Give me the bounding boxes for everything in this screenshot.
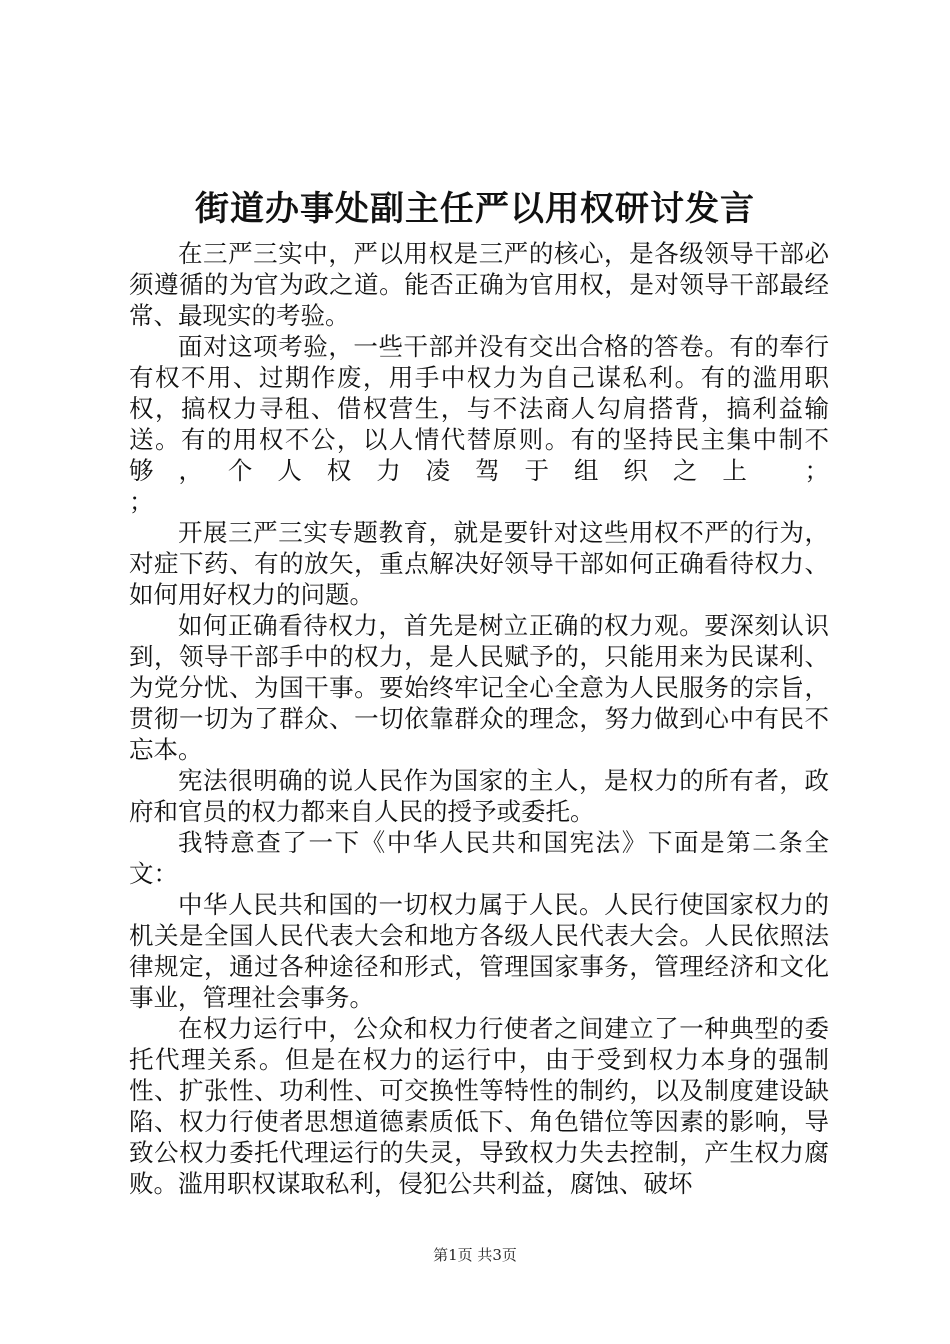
paragraph: 中华人民共和国的一切权力属于人民。人民行使国家权力的机关是全国人民代表大会和地方各级人民代表大会。人民依照法律规定，通过各种途径和形式，管理国家事务，管理经济和文化事业，管理社会事务。 <box>129 890 829 1012</box>
document-body <box>129 238 829 1199</box>
paragraph: 宪法很明确的说人民作为国家的主人，是权力的所有者，政府和官员的权力都来自人民的授予或委托。 <box>129 766 829 826</box>
paragraph: ； <box>129 487 154 516</box>
paragraph: 面对这项考验，一些干部并没有交出合格的答卷。有的奉行有权不用、过期作废，用手中权力为自己谋私利。有的滥用职权，搞权力寻租、借权营生，与不法商人勾肩搭背，搞利益输送。有的用权不公，以人情代替原则。有的坚持民主集中制不够，个人权力凌驾于组织之上 ； <box>129 332 829 485</box>
document-title: 街道办事处副主任严以用权研讨发言 <box>195 189 755 229</box>
page-footer: 第1页 共3页 <box>433 1246 517 1264</box>
paragraph: 我特意查了一下《中华人民共和国宪法》下面是第二条全文： <box>129 828 829 888</box>
paragraph: 在权力运行中，公众和权力行使者之间建立了一种典型的委托代理关系。但是在权力的运行中，由于受到权力本身的强制性、扩张性、功利性、可交换性等特性的制约，以及制度建设缺陷、权力行使者思想道德素质低下、角色错位等因素的影响，导致公权力委托代理运行的失灵，导致权力失去控制，产生权力腐败。滥用职权谋取私利，侵犯公共利益，腐蚀、破坏 <box>129 1014 829 1198</box>
paragraph: 开展三严三实专题教育，就是要针对这些用权不严的行为，对症下药、有的放矢，重点解决好领导干部如何正确看待权力、如何用好权力的问题。 <box>129 518 829 609</box>
paragraph: 在三严三实中，严以用权是三严的核心，是各级领导干部必须遵循的为官为政之道。能否正确为官用权，是对领导干部最经常、最现实的考验。 <box>129 239 829 330</box>
paragraph: 如何正确看待权力，首先是树立正确的权力观。要深刻认识到，领导干部手中的权力，是人民赋予的，只能用来为民谋利、为党分忧、为国干事。要始终牢记全心全意为人民服务的宗旨，贯彻一切为了群众、一切依靠群众的理念，努力做到心中有民不忘本。 <box>129 611 829 764</box>
